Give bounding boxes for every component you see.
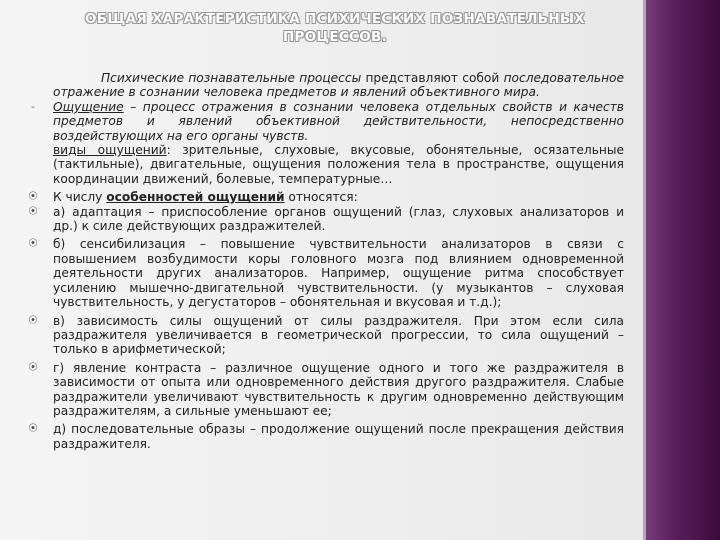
slide-title (55, 10, 615, 46)
intro-rest-1: представляют собой (361, 71, 504, 85)
types-term: виды ощущений (53, 143, 167, 158)
list-item-intensity: ⦿ в) зависимость силы ощущений от силы раздражителя. При этом если сила раздражителя увеличивается в геометрической прогрессии, то сила ощущений – только в арифметической; (28, 313, 624, 357)
paragraph-intro (28, 71, 624, 100)
paragraph-sensation-definition (28, 100, 624, 143)
decorative-side-bar (643, 0, 720, 540)
list-item-contrast: ⦿ г) явление контраста – различное ощущение одного и того же раздражителя в зависимости от опыта или одновременного действия другого раздражителя. Слабые раздражители увеличивают чувствительность к другим одновременно действующим раздражителям, а сильные уменьшают ее; (28, 360, 624, 418)
list-item-features: ⦿ К числу особенностей ощущений относятся: (28, 190, 358, 205)
dash-marker: - (31, 99, 35, 113)
list-item-adaptation: ⦿ а) адаптация – приспособление органов ощущений (глаз, слуховых анализаторов и др.) к силе действующих раздражителей. (28, 204, 624, 234)
title-line-2: ПРОЦЕССОВ. (282, 29, 388, 45)
intro-lead: Психические познавательные процессы (101, 71, 362, 85)
circled-dot-bullet-icon: ⦿ (28, 192, 38, 203)
sensation-term: Ощущение (53, 99, 124, 114)
types-list: : зрительные, слуховые, вкусовые, обонятельные, осязательные (тактильные), двигательные, ощущения положения тела в пространстве, ощущения координации движений, болевые, температурные… (53, 143, 624, 186)
title-line-1: ОБЩАЯ ХАРАКТЕРИСТИКА ПСИХИЧЕСКИХ ПОЗНАВАТЕЛЬНЫХ (85, 11, 585, 27)
list-item-sensitization: ⦿ б) сенсибилизация – повышение чувствительности анализаторов в связи с повышением возбудимости коры головного мозга под влиянием одновременной деятельности других анализаторов. Например, ощущение ритма способствует усилению мышечно-двигательной чувствительности. (у музыкантов – слуховая чувствительность, у дегустаторов – обонятельная и вкусовая и т.д.); (28, 237, 624, 310)
circled-dot-bullet-icon: ⦿ (28, 362, 38, 373)
sensation-definition: – процесс отражения в сознании человека отдельных свойств и качеств предметов и явлений объективной действительности, непосредственно воздействующих на его органы чувств. (53, 99, 624, 143)
circled-dot-bullet-icon: ⦿ (28, 315, 38, 326)
circled-dot-bullet-icon: ⦿ (28, 206, 38, 217)
intro-rest-2: последовательное отражение в сознании человека предметов и явлений объективного мира. (53, 71, 625, 100)
slide-body (28, 71, 624, 455)
circled-dot-bullet-icon: ⦿ (28, 424, 38, 435)
circled-dot-bullet-icon: ⦿ (28, 239, 38, 250)
list-item-afterimages: ⦿ д) последовательные образы – продолжение ощущений после прекращения действия раздражителя. (28, 422, 624, 451)
paragraph-sensation-types (28, 143, 624, 186)
features-term: особенностей ощущений (106, 190, 285, 205)
